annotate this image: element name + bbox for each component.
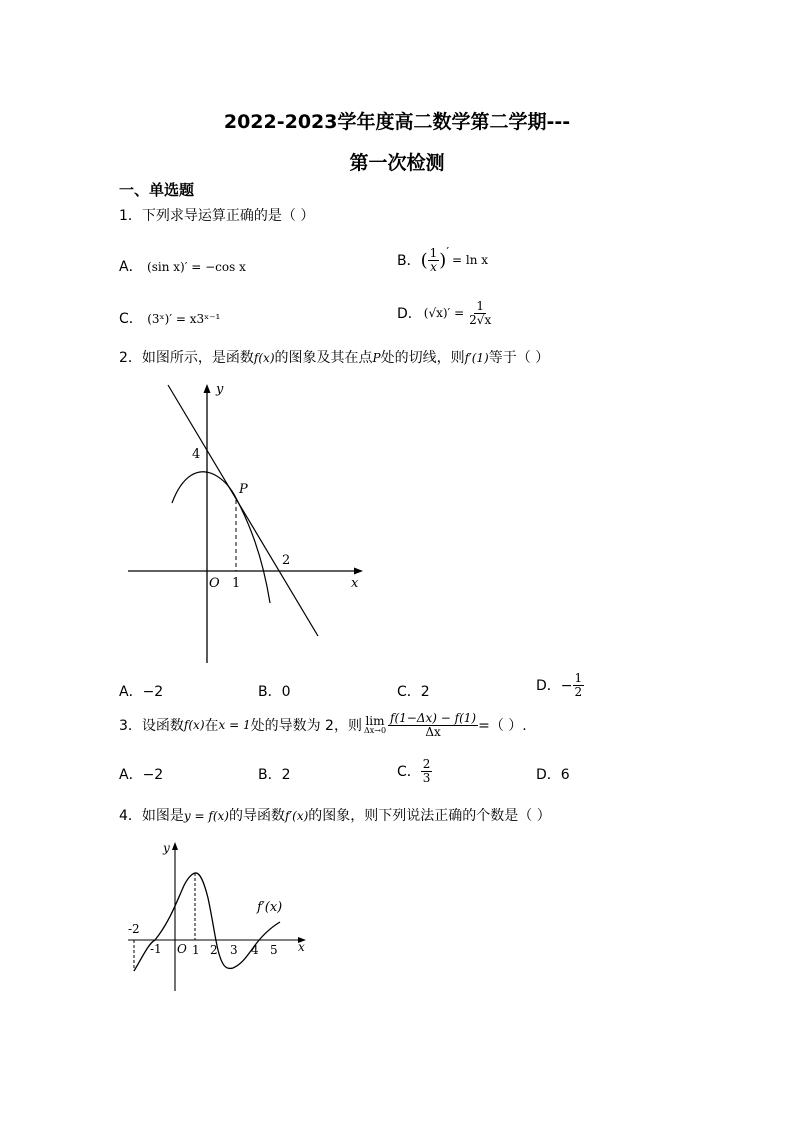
q2-origin-label: O (209, 576, 220, 591)
q2-option-b: B．0 (258, 684, 291, 700)
q4-tick-3: 3 (230, 943, 238, 957)
q1-b-frac: $\frac{1}{x}$ (429, 246, 438, 274)
q2-x-label: x (351, 576, 359, 591)
q4-tick-2: 2 (210, 943, 218, 957)
q1-b-rhs: = ln x (452, 253, 489, 268)
q2-option-a: A．−2 (119, 684, 164, 700)
q4-tick-m1: -1 (150, 942, 162, 956)
q4-origin-label: O (177, 942, 187, 956)
q3-option-c: C． $\frac{2}{3}$ (397, 757, 431, 785)
section-heading: 一、单选题 (119, 181, 195, 199)
q2-curve (172, 472, 270, 603)
q3-option-b: B．2 (258, 767, 291, 783)
q1-option-d: D． (√x)′ = $\frac{1}{2√x}$ (397, 299, 492, 327)
q2-d-frac: $\frac{1}{2}$ (574, 671, 583, 699)
q4-tick-m2: -2 (128, 922, 140, 936)
title-line-2: 第一次检测 (349, 152, 445, 174)
q2-y-label: y (216, 382, 224, 397)
q3-stem: 3．设函数 f(x) 在 x = 1 处的导数为 2，则 lim Δx→0 $\frac{f(1-\Delta x) - f(1)}{\Delta x}$ =（ ）. (119, 711, 527, 739)
q1-stem: 1．下列求导运算正确的是（ ） (119, 208, 315, 224)
q2-tick-2: 2 (282, 553, 291, 568)
q2-x-arrow (354, 568, 363, 575)
q2-graph (120, 378, 370, 668)
q4-tick-1: 1 (192, 943, 200, 957)
q3-option-d: D．6 (536, 767, 570, 783)
q2-point-p: P (239, 482, 248, 497)
title-line-1: 2022-2023学年度高二数学第二学期--- (223, 111, 571, 133)
q3-c-frac: $\frac{2}{3}$ (422, 757, 431, 785)
q1-option-b: B． ( $\frac{1}{x}$ ) ′ = ln x (397, 245, 489, 274)
q2-tick-1: 1 (232, 576, 241, 591)
q3-limit: lim Δx→0 (363, 714, 387, 736)
q1-option-a: A． (sin x)′ = −cos x (119, 259, 246, 275)
q4-fprime-label: f′(x) (257, 900, 283, 915)
q2-option-c: C．2 (397, 684, 430, 700)
q1-option-c: C． (3ˣ)′ = x3ˣ⁻¹ (119, 311, 221, 327)
q4-tick-4: 4 (251, 943, 259, 957)
q1-d-frac: $\frac{1}{2√x}$ (469, 299, 492, 327)
q1-a-expr: (sin x)′ = −cos x (147, 260, 246, 274)
q2-tick-4: 4 (192, 447, 201, 462)
q4-y-label: y (163, 841, 170, 855)
q1-d-lhs: (√x)′ = (423, 306, 465, 321)
q2-stem: 2．如图所示，是函数f(x)的图象及其在点P处的切线，则f′(1)等于（ ） (119, 350, 550, 366)
q3-option-a: A．−2 (119, 767, 164, 783)
q4-graph (120, 838, 320, 996)
q4-x-label: x (298, 940, 305, 954)
q4-y-arrow (172, 842, 178, 850)
q2-option-d: D．− $\frac{1}{2}$ (536, 671, 583, 699)
q2-y-arrow (204, 384, 211, 393)
q1-c-expr: (3ˣ)′ = x3ˣ⁻¹ (147, 312, 221, 326)
q4-stem: 4．如图是y = f(x)的导函数f′(x)的图象，则下列说法正确的个数是（ ） (119, 808, 551, 824)
q3-frac: $\frac{f(1-\Delta x) - f(1)}{\Delta x}$ (390, 711, 477, 739)
q2-tangent-line (168, 385, 318, 636)
q4-tick-5: 5 (270, 943, 278, 957)
